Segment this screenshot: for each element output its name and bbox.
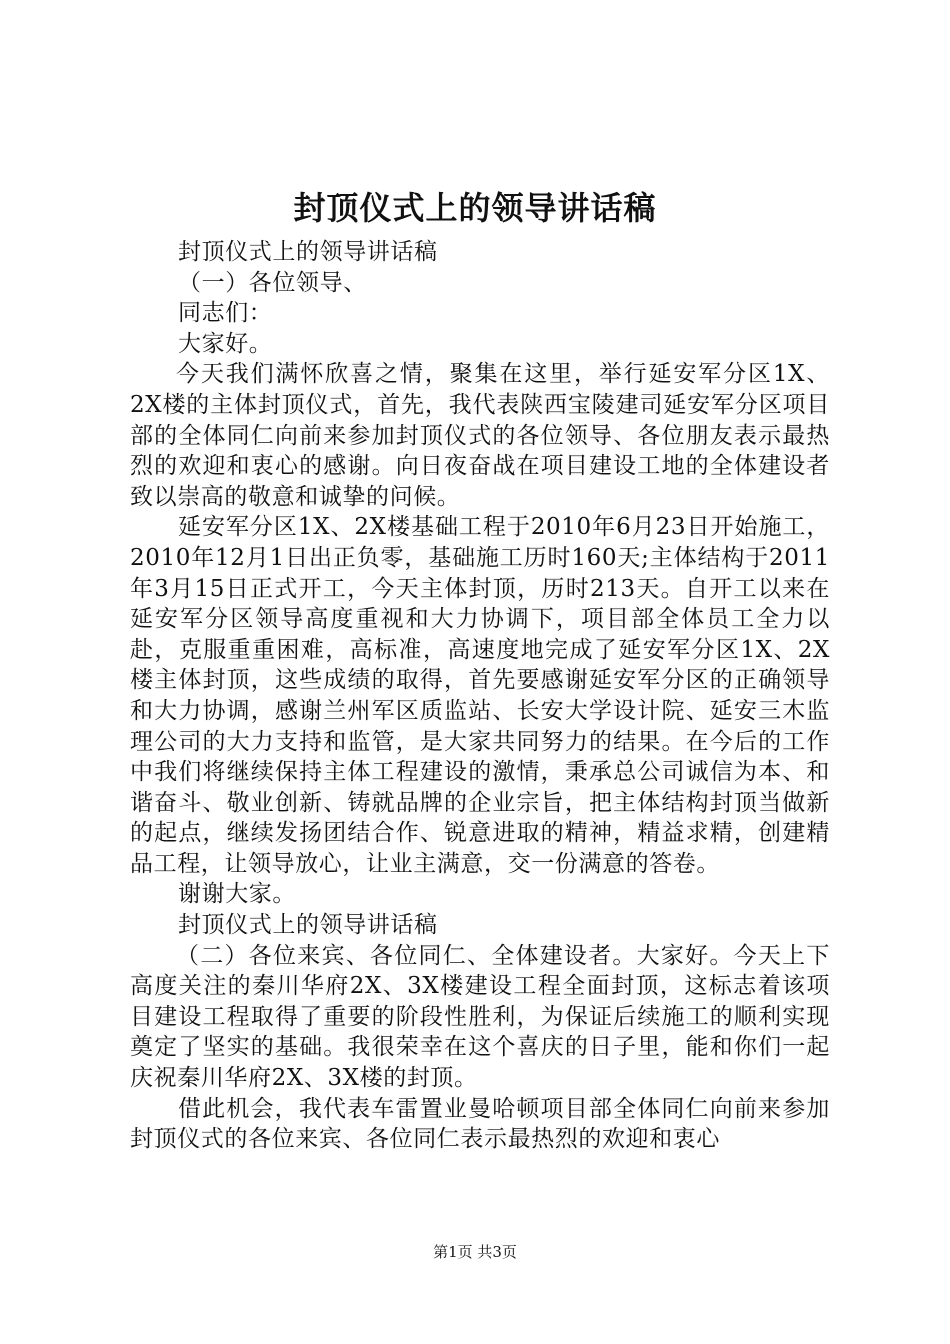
paragraph-section-2-opening: （二）各位来宾、各位同仁、全体建设者。大家好。今天上下高度关注的秦川华府2X、3X楼建设工程全面封顶，这标志着该项目建设工程取得了重要的阶段性胜利，为保证后续施工的顺利实现奠定了坚实的基础。我很荣幸在这个喜庆的日子里，能和你们一起庆祝秦川华府2X、3X楼的封顶。 [130,942,830,1092]
page-number-footer: 第1页 共3页 [433,1243,517,1261]
document-title: 封顶仪式上的领导讲话稿 [293,189,657,227]
paragraph-thanks: 谢谢大家。 [178,881,296,908]
paragraph-section-2-continued: 借此机会，我代表车雷置业曼哈顿项目部全体同仁向前来参加封顶仪式的各位来宾、各位同仁表示最热烈的欢迎和衷心 [130,1095,830,1153]
paragraph-salutation: 同志们： [178,300,273,327]
paragraph-subtitle-1: 封顶仪式上的领导讲话稿 [178,239,438,265]
paragraph-greeting: 大家好。 [178,330,273,357]
paragraph-section-1-heading: （一）各位领导、 [178,269,367,296]
paragraph-subtitle-2: 封顶仪式上的领导讲话稿 [178,912,438,939]
document-body [130,237,830,1155]
paragraph-opening: 今天我们满怀欣喜之情，聚集在这里，举行延安军分区1X、2X楼的主体封顶仪式，首先，我代表陕西宝陵建司延安军分区项目部的全体同仁向前来参加封顶仪式的各位领导、各位朋友表示最热烈的欢迎和衷心的感谢。向日夜奋战在项目建设工地的全体建设者致以崇高的敬意和诚挚的问候。 [130,361,830,510]
paragraph-progress: 延安军分区1X、2X楼基础工程于2010年6月23日开始施工，2010年12月1日出正负零，基础施工历时160天;主体结构于2011年3月15日正式开工，今天主体封顶，历时213天。自开工以来在延安军分区领导高度重视和大力协调下，项目部全体员工全力以赴，克服重重困难，高标准，高速度地完成了延安军分区1X、2X楼主体封顶，这些成绩的取得，首先要感谢延安军分区的正确领导和大力协调，感谢兰州军区质监站、长安大学设计院、延安三木监理公司的大力支持和监管，是大家共同努力的结果。在今后的工作中我们将继续保持主体工程建设的激情，秉承总公司诚信为本、和谐奋斗、敬业创新、铸就品牌的企业宗旨，把主体结构封顶当做新的起点，继续发扬团结合作、锐意进取的精神，精益求精，创建精品工程，让领导放心，让业主满意，交一份满意的答卷。 [130,514,830,877]
